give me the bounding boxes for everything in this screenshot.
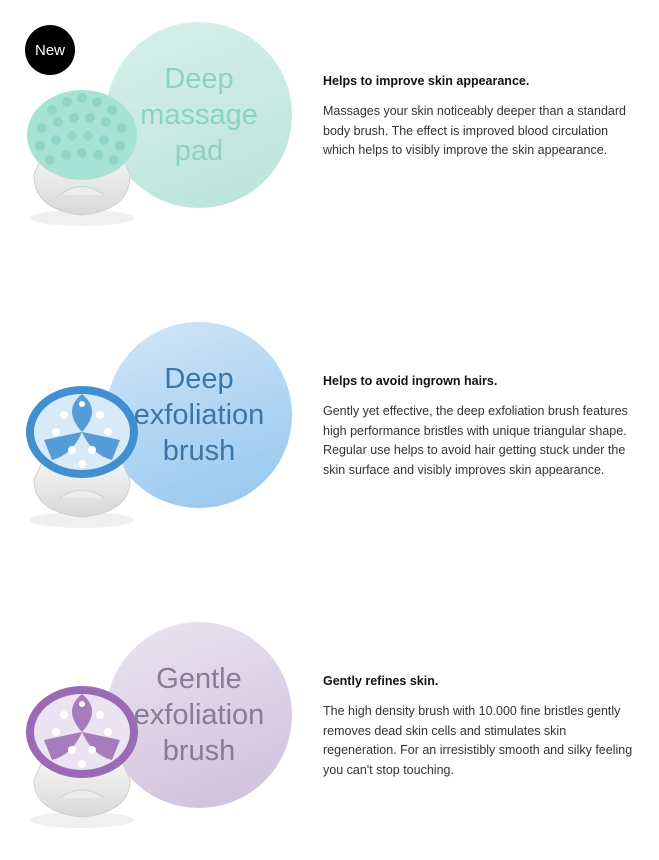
feature-text (323, 74, 643, 161)
feature-heading: Helps to avoid ingrown hairs. (323, 374, 498, 388)
deep-exfoliation-brush-product-image (22, 380, 142, 530)
feature-text (323, 374, 643, 480)
feature-text (323, 674, 643, 780)
feature-heading: Gently refines skin. (323, 674, 439, 688)
circle-label: Deep exfoliation brush (133, 363, 265, 467)
circle-label: Gentle exfoliation brush (133, 663, 265, 767)
feature-deep-exfoliation-brush (0, 300, 659, 560)
circle-label: Deep massage pad (140, 63, 258, 167)
feature-description: The high density brush with 10.000 fine bristles gently removes dead skin cells and stimulates skin regeneration. For an irresistibly smooth and silky feeling you can't stop touching. (323, 704, 633, 777)
gentle-exfoliation-brush-product-image (22, 680, 142, 830)
feature-deep-massage-pad (0, 0, 659, 260)
massage-pad-product-image (22, 80, 142, 230)
new-badge: New (25, 25, 75, 75)
feature-description: Massages your skin noticeably deeper than a standard body brush. The effect is improved blood circulation which helps to visibly improve the skin appearance. (323, 104, 626, 157)
feature-description: Gently yet effective, the deep exfoliation brush features high performance bristles with unique triangular shape. Regular use helps to avoid hair getting stuck under the skin surface and visibly improves skin appearance. (323, 404, 628, 477)
feature-gentle-exfoliation-brush (0, 600, 659, 860)
feature-heading: Helps to improve skin appearance. (323, 74, 530, 88)
